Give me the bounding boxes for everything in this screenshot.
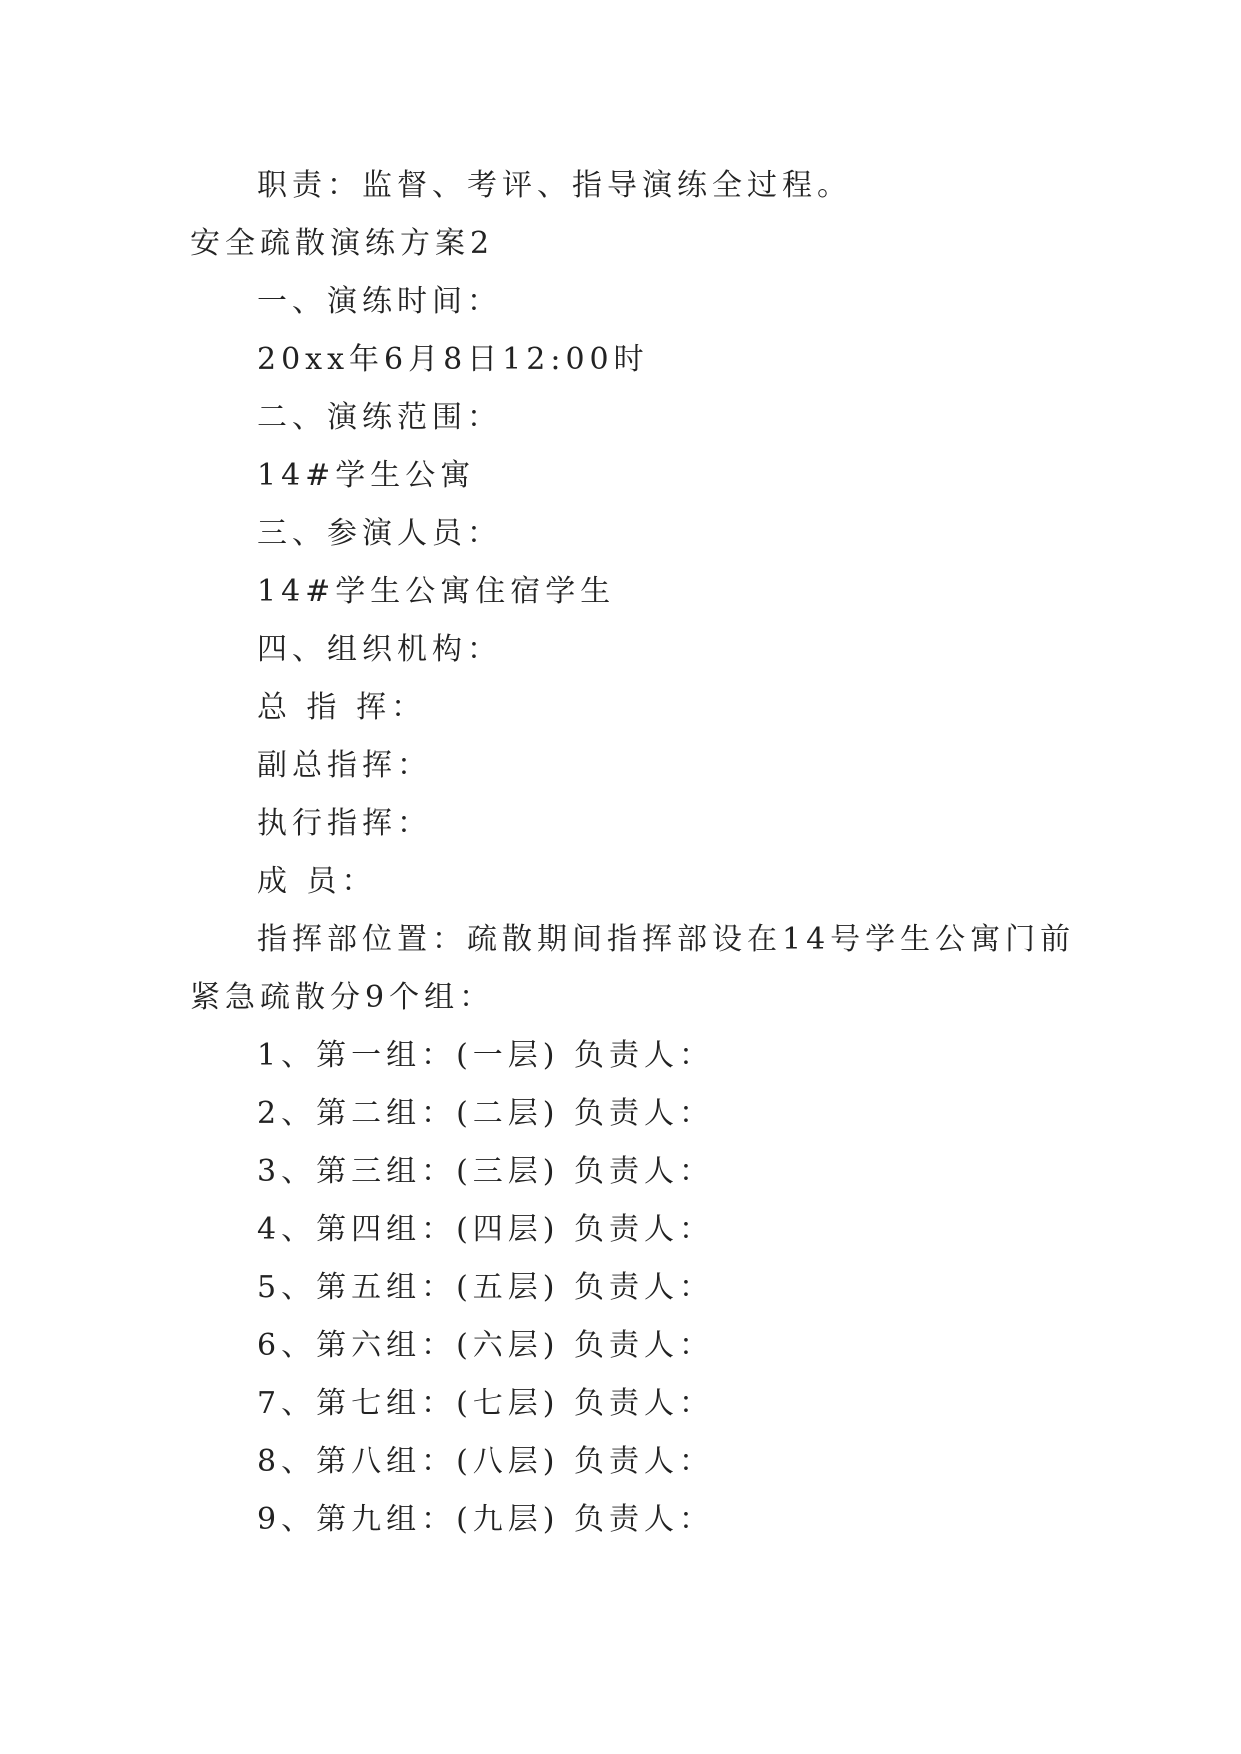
group-item: 3、第三组：(三层) 负责人：: [257, 1154, 715, 1189]
group-item: 5、第五组：(五层) 负责人：: [257, 1270, 715, 1305]
heading-drill-scope: 二、演练范围：: [257, 400, 502, 435]
section-title: 安全疏散演练方案2: [190, 226, 495, 261]
group-item: 8、第八组：(八层) 负责人：: [257, 1444, 715, 1479]
group-count-line: 紧急疏散分9个组：: [190, 980, 495, 1015]
executive-commander-line: 执行指挥：: [257, 806, 432, 841]
heading-drill-time: 一、演练时间：: [257, 284, 502, 319]
group-item: 2、第二组：(二层) 负责人：: [257, 1096, 715, 1131]
group-item: 4、第四组：(四层) 负责人：: [257, 1212, 715, 1247]
drill-scope-value: 14#学生公寓: [257, 458, 476, 493]
group-item: 6、第六组：(六层) 负责人：: [257, 1328, 715, 1363]
duty-line: 职责：监督、考评、指导演练全过程。: [257, 168, 852, 203]
members-line: 成 员：: [257, 864, 377, 899]
deputy-commander-line: 副总指挥：: [257, 748, 432, 783]
chief-commander-line: 总 指 挥：: [257, 690, 427, 725]
command-location-line: 指挥部位置：疏散期间指挥部设在14号学生公寓门前: [257, 922, 1076, 957]
group-item: 1、第一组：(一层) 负责人：: [257, 1038, 715, 1073]
drill-time-value: 20xx年6月8日12:00时: [257, 342, 649, 377]
heading-organization: 四、组织机构：: [257, 632, 502, 667]
group-item: 9、第九组：(九层) 负责人：: [257, 1502, 715, 1537]
heading-participants: 三、参演人员：: [257, 516, 502, 551]
group-item: 7、第七组：(七层) 负责人：: [257, 1386, 715, 1421]
participants-value: 14#学生公寓住宿学生: [257, 574, 616, 609]
